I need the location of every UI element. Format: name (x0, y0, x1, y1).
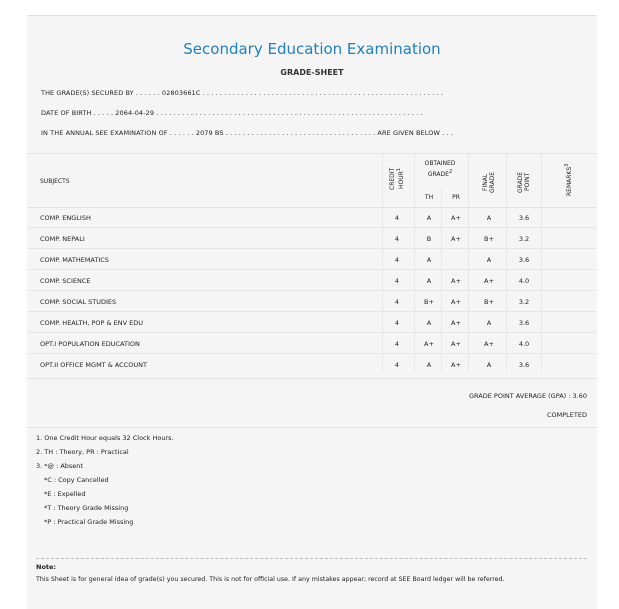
credit-hour-cell: 4 (394, 298, 400, 306)
final-grade-cell: A (486, 361, 492, 369)
grade-sheet-panel (27, 15, 597, 609)
divider (27, 427, 597, 428)
obtained-grade-header (415, 160, 465, 179)
table-row (27, 229, 597, 249)
final-grade-cell: A+ (484, 340, 494, 348)
pr-grade-cell: A+ (451, 361, 461, 369)
th-grade-cell: B+ (424, 298, 434, 306)
final-grade-cell: B+ (484, 235, 494, 243)
credit-hour-sup: 1 (396, 168, 402, 172)
grade-point-cell: 3.6 (518, 319, 530, 327)
subject-name: COMP. SCIENCE (40, 277, 91, 285)
credit-hour-cell: 4 (394, 277, 400, 285)
credit-hour-cell: 4 (394, 361, 400, 369)
obtained-grade-label: OBTAINED GRADE (424, 160, 456, 178)
subject-name: OPT.I POPULATION EDUCATION (40, 340, 140, 348)
table-row (27, 292, 597, 312)
footnote-3-theory-missing: *T : Theory Grade Missing (44, 504, 129, 512)
note-divider (36, 558, 587, 559)
row-divider (27, 227, 597, 228)
subject-name: COMP. NEPALI (40, 235, 85, 243)
row-divider (27, 353, 597, 354)
table-row (27, 313, 597, 333)
footnote-3-expelled: *E : Expelled (44, 490, 86, 498)
credit-hour-header (389, 164, 405, 194)
credit-hour-cell: 4 (394, 256, 400, 264)
footnote-3-practical-missing: *P : Practical Grade Missing (44, 518, 134, 526)
row-divider (27, 332, 597, 333)
final-grade-cell: A+ (484, 277, 494, 285)
subject-name: COMP. MATHEMATICS (40, 256, 109, 264)
grade-point-cell: 4.0 (518, 340, 530, 348)
date-of-birth-line: DATE OF BIRTH . . . . . 2064-04-29 . . . . . . . . . . . . . . . . . . . . . . . . . . . . . . . . . . . . . . . . . . . . . . . . . . . . . . . . . . . . . . (41, 109, 423, 117)
table-row (27, 271, 597, 291)
grade-point-cell: 3.6 (518, 361, 530, 369)
grade-point-cell: 4.0 (518, 277, 530, 285)
footnote-3-copy-cancelled: *C : Copy Cancelled (44, 476, 109, 484)
subject-name: COMP. ENGLISH (40, 214, 91, 222)
obtained-grade-sup: 2 (448, 169, 453, 175)
final-grade-cell: A (486, 214, 492, 222)
exam-title: Secondary Education Examination (183, 40, 441, 58)
credit-hour-cell: 4 (394, 340, 400, 348)
subject-name: COMP. HEALTH, POP & ENV EDU (40, 319, 143, 327)
row-divider (27, 269, 597, 270)
th-grade-cell: A (426, 256, 432, 264)
th-header: TH (424, 194, 434, 201)
grade-point-cell: 3.6 (518, 256, 530, 264)
remarks-label: REMARKS (566, 167, 573, 197)
row-divider (27, 248, 597, 249)
th-grade-cell: A (426, 277, 432, 285)
grade-point-cell: 3.2 (518, 298, 530, 306)
examination-line: IN THE ANNUAL SEE EXAMINATION OF . . . . . . 2079 BS . . . . . . . . . . . . . . . . . . . . . . . . . . . . . . . . . . . ARE GIVEN BELOW . . . (41, 129, 453, 137)
credit-hour-label: CREDIT HOUR (389, 167, 405, 191)
th-grade-cell: A (426, 214, 432, 222)
th-grade-cell: B (426, 235, 432, 243)
footnote-2: 2. TH : Theory, PR : Practical (36, 448, 129, 456)
th-grade-cell: A (426, 361, 432, 369)
divider (27, 378, 597, 379)
remarks-header (564, 163, 573, 197)
grade-point-cell: 3.6 (518, 214, 530, 222)
th-grade-cell: A+ (424, 340, 434, 348)
subject-name: OPT.II OFFICE MGMT & ACCOUNT (40, 361, 147, 369)
pr-grade-cell: A+ (451, 235, 461, 243)
row-divider (27, 311, 597, 312)
credit-hour-cell: 4 (394, 214, 400, 222)
remarks-sup: 3 (564, 163, 570, 168)
final-grade-cell: A (486, 256, 492, 264)
divider (27, 153, 597, 154)
table-row (27, 208, 597, 228)
subjects-header: SUBJECTS (40, 178, 70, 185)
credit-hour-cell: 4 (394, 319, 400, 327)
pr-grade-cell: A+ (451, 277, 461, 285)
pr-header: PR (452, 194, 460, 201)
grade-point-cell: 3.2 (518, 235, 530, 243)
secured-by-line: THE GRADE(S) SECURED BY . . . . . . 02803661C . . . . . . . . . . . . . . . . . . . . . . . . . . . . . . . . . . . . . . . . . . . . . . . . . . . . . . . . (41, 89, 444, 97)
final-grade-cell: B+ (484, 298, 494, 306)
subject-name: COMP. SOCIAL STUDIES (40, 298, 117, 306)
final-grade-header: FINAL GRADE (482, 171, 496, 193)
row-divider (27, 290, 597, 291)
table-row (27, 355, 597, 375)
pr-grade-cell: A+ (451, 214, 461, 222)
gpa-text: GRADE POINT AVERAGE (GPA) : 3.60 (469, 392, 587, 400)
grade-point-header: GRADE POINT (517, 171, 531, 193)
grade-sheet-heading: GRADE-SHEET (280, 68, 344, 77)
pr-grade-cell: A+ (451, 298, 461, 306)
note-text: This Sheet is for general idea of grade(s) you secured. This is not for official use. If any mistakes appear; record at SEE Board ledger will be referred. (36, 576, 505, 583)
note-title: Note: (36, 563, 57, 571)
pr-grade-cell: A+ (451, 340, 461, 348)
table-row (27, 334, 597, 354)
pr-grade-cell: A+ (451, 319, 461, 327)
footnote-3: 3. *@ : Absent (36, 462, 83, 470)
status-text: COMPLETED (547, 411, 587, 419)
final-grade-cell: A (486, 319, 492, 327)
footnote-1: 1. One Credit Hour equals 32 Clock Hours. (36, 434, 174, 442)
credit-hour-cell: 4 (394, 235, 400, 243)
table-row (27, 250, 597, 270)
th-grade-cell: A (426, 319, 432, 327)
